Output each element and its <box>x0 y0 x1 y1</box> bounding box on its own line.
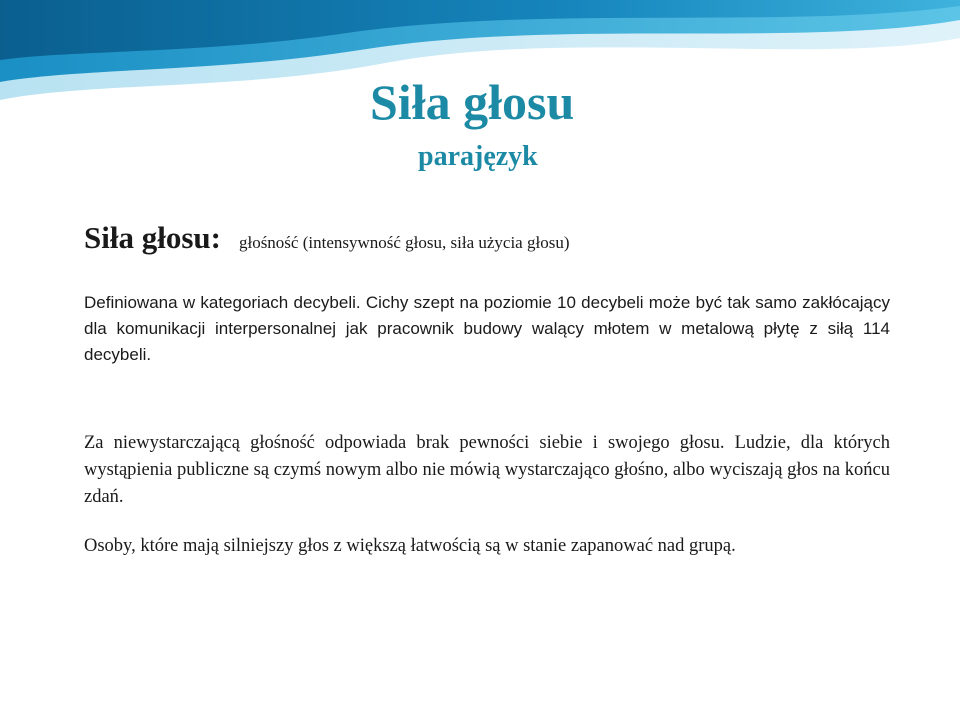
definition-term: Siła głosu: <box>84 220 221 255</box>
definition-text: głośność (intensywność głosu, siła użycia głosu) <box>238 233 570 252</box>
slide-title: Siła głosu <box>370 74 575 130</box>
slide-subtitle: parajęzyk <box>418 141 538 172</box>
paragraph-decibels: Definiowana w kategoriach decybeli. Cichy szept na poziomie 10 decybeli może być tak samo zakłócający dla komunikacji interpersonalnej jak pracownik budowy walący młotem w metalową płytę z siłą 114 decybeli. <box>84 293 890 364</box>
paragraph-insufficient-volume: Za niewystarczającą głośność odpowiada brak pewności siebie i swojego głosu. Ludzie, dla których wystąpienia publiczne są czymś nowym albo nie mówią wystarczająco głośno, albo wyciszają głos na końcu zdań. <box>84 433 890 507</box>
definition-line <box>84 220 904 256</box>
paragraph-strong-voice: Osoby, które mają silniejszy głos z większą łatwością są w stanie zapanować nad grupą. <box>84 536 736 556</box>
